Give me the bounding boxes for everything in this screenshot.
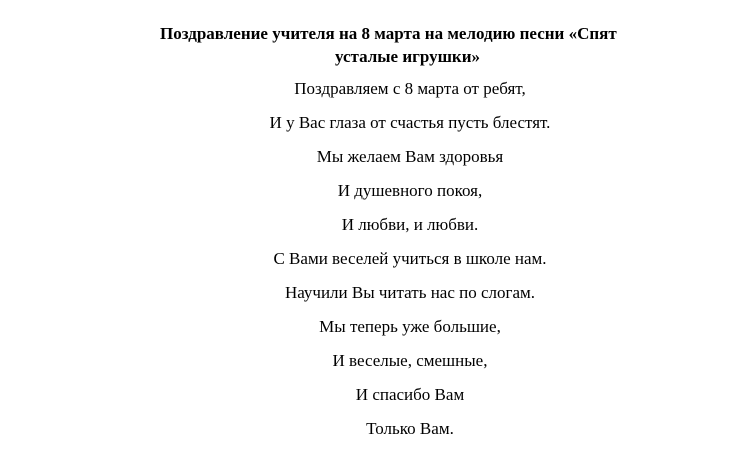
- verse-line: И спасибо Вам: [355, 385, 465, 404]
- verse-line: И у Вас глаза от счастья пусть блестят.: [269, 113, 551, 132]
- verse-line: И веселые, смешные,: [332, 351, 488, 370]
- verse-line: Только Вам.: [366, 419, 454, 438]
- document-title: [160, 22, 680, 68]
- verse-line: Поздравляем с 8 марта от ребят,: [294, 79, 526, 98]
- verse-line: Мы теперь уже большие,: [319, 317, 501, 336]
- verse-line: Научили Вы читать нас по слогам.: [284, 283, 536, 302]
- verse-line: С Вами веселей учиться в школе нам.: [273, 249, 547, 268]
- verse-line: Мы желаем Вам здоровья: [316, 147, 504, 166]
- verse-line: И любви, и любви.: [341, 215, 479, 234]
- verse-line: И душевного покоя,: [337, 181, 483, 200]
- title-line-2: усталые игрушки»: [335, 47, 481, 66]
- title-line-1: Поздравление учителя на 8 марта на мелодию песни «Спят: [160, 24, 617, 43]
